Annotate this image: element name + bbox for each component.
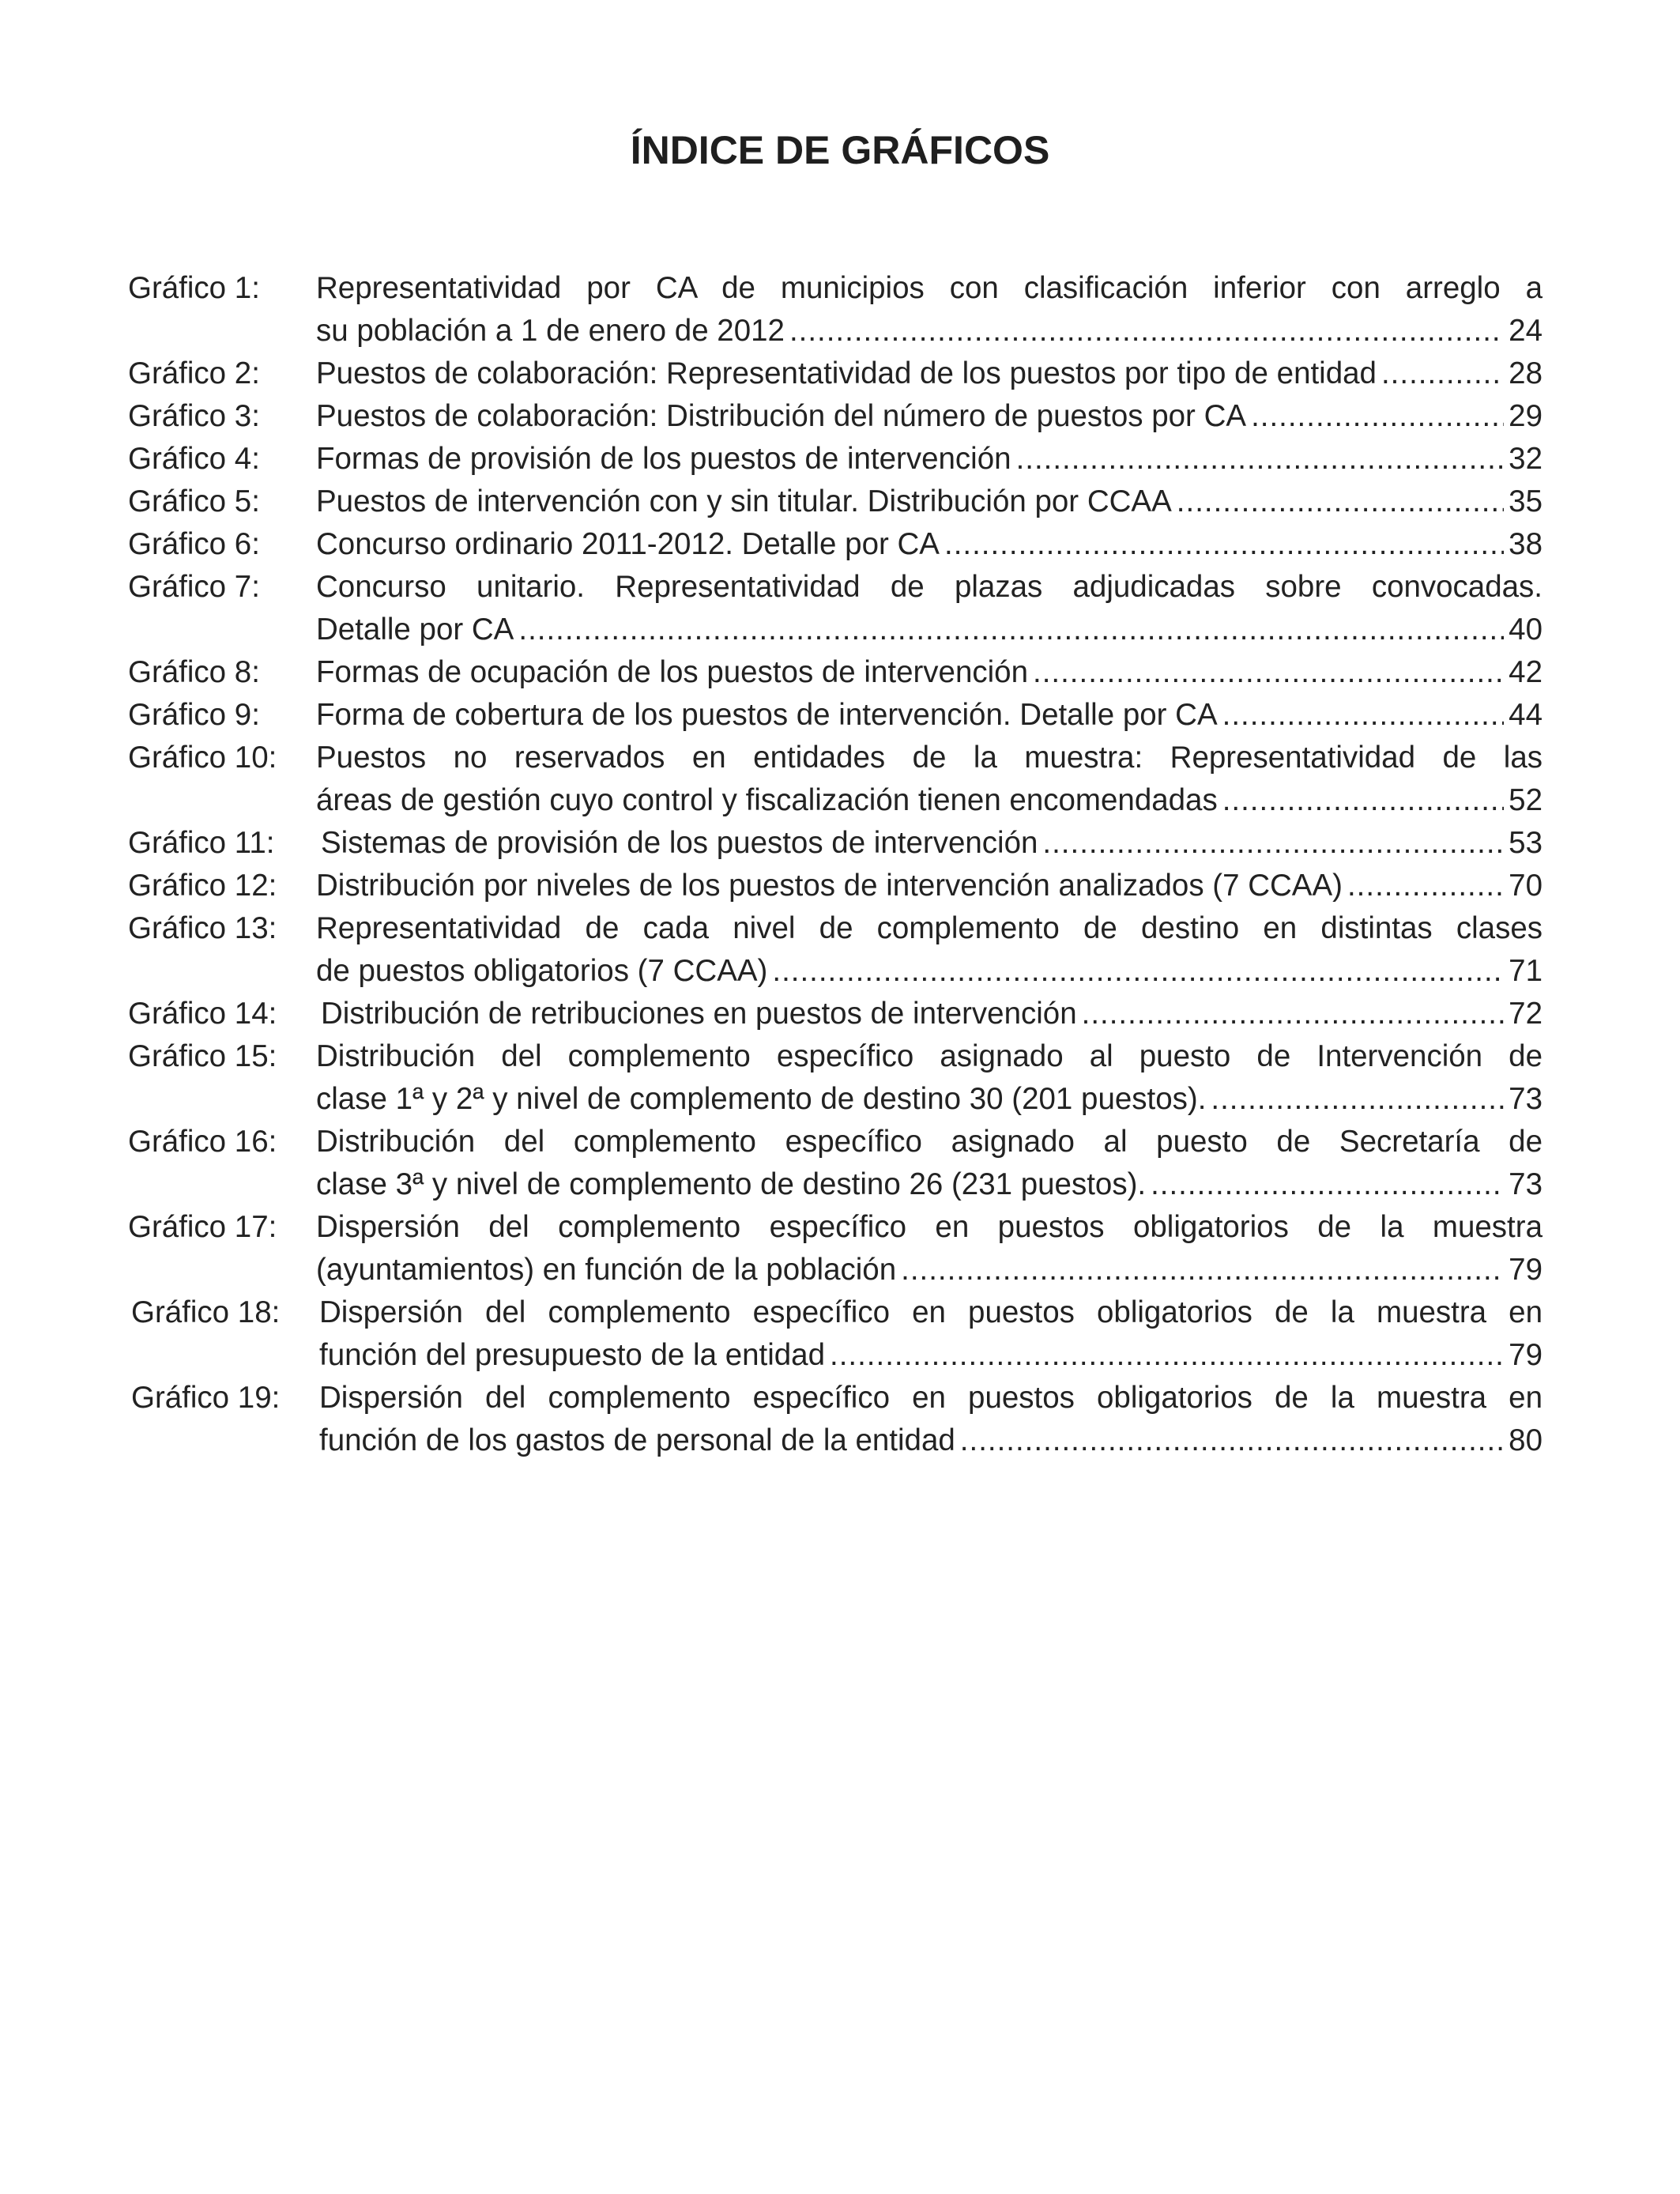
- entry-last-line: [316, 438, 1543, 481]
- entry-description: [316, 267, 1543, 352]
- entry-label: Gráfico 1:: [128, 271, 260, 305]
- dot-leader: [1251, 395, 1504, 438]
- entry-description: [316, 395, 1543, 438]
- dot-leader: [518, 609, 1504, 651]
- entry-description: [316, 566, 1543, 651]
- entry-description: [316, 438, 1543, 481]
- entry-text: función de los gastos de personal de la entidad: [319, 1423, 955, 1457]
- list-item: [128, 1035, 1543, 1121]
- entry-label: Gráfico 19:: [131, 1381, 281, 1415]
- entry-text: áreas de gestión cuyo control y fiscalización tienen encomendadas: [316, 783, 1218, 817]
- entry-text: Formas de ocupación de los puestos de intervención: [316, 655, 1029, 689]
- entry-label: Gráfico 11:: [128, 826, 275, 860]
- entry-label: Gráfico 3:: [128, 399, 260, 433]
- entry-text: clase 1ª y 2ª y nivel de complemento de destino 30 (201 puestos).: [316, 1082, 1207, 1116]
- page-number: 79: [1509, 1338, 1543, 1372]
- dot-leader: [1177, 481, 1504, 523]
- entry-label: Gráfico 7:: [128, 570, 260, 604]
- page-number: 24: [1509, 314, 1543, 348]
- list-item: [128, 481, 1543, 523]
- entry-label: Gráfico 12:: [128, 869, 277, 903]
- entry-label: Gráfico 15:: [128, 1039, 277, 1073]
- entry-last-line: [316, 395, 1543, 438]
- page-number: 71: [1509, 954, 1543, 988]
- entry-text: Puestos de colaboración: Representatividad de los puestos por tipo de entidad: [316, 356, 1377, 390]
- entry-last-line: [319, 1419, 1543, 1462]
- dot-leader: [1033, 651, 1504, 694]
- dot-leader: [1381, 352, 1504, 395]
- dot-leader: [1151, 1163, 1504, 1206]
- entry-description: [316, 651, 1543, 694]
- entry-description: [316, 352, 1543, 395]
- entry-description: [316, 822, 1543, 865]
- entry-text: Forma de cobertura de los puestos de intervención. Detalle por CA: [316, 698, 1218, 732]
- entry-description: [316, 907, 1543, 993]
- list-item: [128, 566, 1543, 651]
- dot-leader: [1082, 993, 1505, 1035]
- entry-label: Gráfico 9:: [128, 698, 260, 732]
- page-number: 53: [1509, 826, 1543, 860]
- dot-leader: [1211, 1078, 1504, 1121]
- entry-first-line: Distribución del complemento específico asignado al puesto de Intervención de: [316, 1039, 1543, 1073]
- dot-leader: [789, 310, 1504, 352]
- entry-text: Distribución por niveles de los puestos de intervención analizados (7 CCAA): [316, 869, 1343, 903]
- dot-leader: [1042, 822, 1504, 865]
- entry-description: [316, 1035, 1543, 1121]
- entry-last-line: [316, 1163, 1543, 1206]
- entry-description: [316, 865, 1543, 907]
- entry-text: Detalle por CA: [316, 613, 514, 647]
- page-number: 35: [1509, 484, 1543, 518]
- dot-leader: [901, 1249, 1504, 1291]
- list-item: [128, 737, 1543, 822]
- page-number: 70: [1509, 869, 1543, 903]
- page-number: 79: [1509, 1253, 1543, 1287]
- page-number: 44: [1509, 698, 1543, 732]
- entry-first-line: Dispersión del complemento específico en puestos obligatorios de la muestra en: [319, 1381, 1543, 1415]
- entry-text: Formas de provisión de los puestos de intervención: [316, 442, 1011, 476]
- entry-first-line: Puestos no reservados en entidades de la muestra: Representatividad de las: [316, 741, 1543, 775]
- list-item: [128, 267, 1543, 352]
- dot-leader: [1222, 779, 1504, 822]
- entry-first-line: Representatividad por CA de municipios con clasificación inferior con arreglo a: [316, 271, 1543, 305]
- entry-last-line: [316, 993, 1543, 1035]
- entry-label: Gráfico 16:: [128, 1125, 277, 1159]
- entry-label: Gráfico 10:: [128, 741, 277, 775]
- entry-first-line: Representatividad de cada nivel de complemento de destino en distintas clases: [316, 911, 1543, 945]
- list-item: [128, 822, 1543, 865]
- entry-first-line: Dispersión del complemento específico en puestos obligatorios de la muestra en: [319, 1295, 1543, 1329]
- list-item: [128, 993, 1543, 1035]
- page-number: 73: [1509, 1082, 1543, 1116]
- entry-text: Distribución de retribuciones en puestos de intervención: [321, 997, 1077, 1031]
- page-number: 42: [1509, 655, 1543, 689]
- list-item: [128, 651, 1543, 694]
- entry-last-line: [316, 523, 1543, 566]
- list-item: [128, 694, 1543, 737]
- entry-description: [316, 523, 1543, 566]
- dot-leader: [1222, 694, 1505, 737]
- list-item: [128, 1291, 1543, 1377]
- list-item: [128, 865, 1543, 907]
- entry-text: Concurso ordinario 2011-2012. Detalle por CA: [316, 527, 940, 561]
- entry-text: función del presupuesto de la entidad: [319, 1338, 826, 1372]
- entry-description: [316, 993, 1543, 1035]
- dot-leader: [772, 950, 1504, 993]
- entry-text: su población a 1 de enero de 2012: [316, 314, 785, 348]
- list-item: [128, 523, 1543, 566]
- entry-description: [319, 1377, 1543, 1462]
- entry-text: (ayuntamientos) en función de la población: [316, 1253, 897, 1287]
- entry-text: de puestos obligatorios (7 CCAA): [316, 954, 768, 988]
- entry-description: [316, 1206, 1543, 1291]
- entry-last-line: [316, 822, 1543, 865]
- page-number: 52: [1509, 783, 1543, 817]
- entry-label: Gráfico 13:: [128, 911, 277, 945]
- entry-first-line: Dispersión del complemento específico en puestos obligatorios de la muestra: [316, 1210, 1543, 1244]
- page-number: 40: [1509, 613, 1543, 647]
- entry-label: Gráfico 18:: [131, 1295, 281, 1329]
- page-number: 32: [1509, 442, 1543, 476]
- entry-last-line: [316, 865, 1543, 907]
- entry-last-line: [316, 1249, 1543, 1291]
- entry-last-line: [319, 1334, 1543, 1377]
- entry-label: Gráfico 17:: [128, 1210, 277, 1244]
- list-item: [128, 1121, 1543, 1206]
- entry-last-line: [316, 310, 1543, 352]
- entry-label: Gráfico 5:: [128, 484, 260, 518]
- entry-text: Puestos de intervención con y sin titular. Distribución por CCAA: [316, 484, 1172, 518]
- chart-index-list: [128, 267, 1543, 1462]
- list-item: [128, 395, 1543, 438]
- page-number: 73: [1509, 1167, 1543, 1201]
- entry-first-line: Distribución del complemento específico asignado al puesto de Secretaría de: [316, 1125, 1543, 1159]
- entry-last-line: [316, 950, 1543, 993]
- entry-last-line: [316, 352, 1543, 395]
- entry-text: clase 3ª y nivel de complemento de destino 26 (231 puestos).: [316, 1167, 1147, 1201]
- entry-last-line: [316, 694, 1543, 737]
- entry-description: [316, 1121, 1543, 1206]
- page-title: ÍNDICE DE GRÁFICOS: [630, 128, 1050, 172]
- list-item: [128, 438, 1543, 481]
- list-item: [128, 1206, 1543, 1291]
- entry-last-line: [316, 609, 1543, 651]
- dot-leader: [1347, 865, 1504, 907]
- dot-leader: [1016, 438, 1505, 481]
- entry-last-line: [316, 1078, 1543, 1121]
- entry-label: Gráfico 8:: [128, 655, 260, 689]
- entry-description: [316, 737, 1543, 822]
- entry-last-line: [316, 779, 1543, 822]
- dot-leader: [960, 1419, 1504, 1462]
- dot-leader: [944, 523, 1504, 566]
- list-item: [128, 352, 1543, 395]
- entry-label: Gráfico 2:: [128, 356, 260, 390]
- entry-label: Gráfico 14:: [128, 997, 277, 1031]
- list-item: [128, 1377, 1543, 1462]
- entry-first-line: Concurso unitario. Representatividad de plazas adjudicadas sobre convocadas.: [316, 570, 1543, 604]
- page-number: 38: [1509, 527, 1543, 561]
- entry-description: [316, 694, 1543, 737]
- entry-label: Gráfico 6:: [128, 527, 260, 561]
- list-item: [128, 907, 1543, 993]
- page-number: 29: [1509, 399, 1543, 433]
- entry-last-line: [316, 651, 1543, 694]
- page-number: 28: [1509, 356, 1543, 390]
- entry-text: Sistemas de provisión de los puestos de intervención: [321, 826, 1038, 860]
- entry-label: Gráfico 4:: [128, 442, 260, 476]
- entry-description: [316, 481, 1543, 523]
- entry-last-line: [316, 481, 1543, 523]
- dot-leader: [830, 1334, 1504, 1377]
- page-number: 72: [1509, 997, 1543, 1031]
- entry-description: [319, 1291, 1543, 1377]
- page-number: 80: [1509, 1423, 1543, 1457]
- entry-text: Puestos de colaboración: Distribución del número de puestos por CA: [316, 399, 1247, 433]
